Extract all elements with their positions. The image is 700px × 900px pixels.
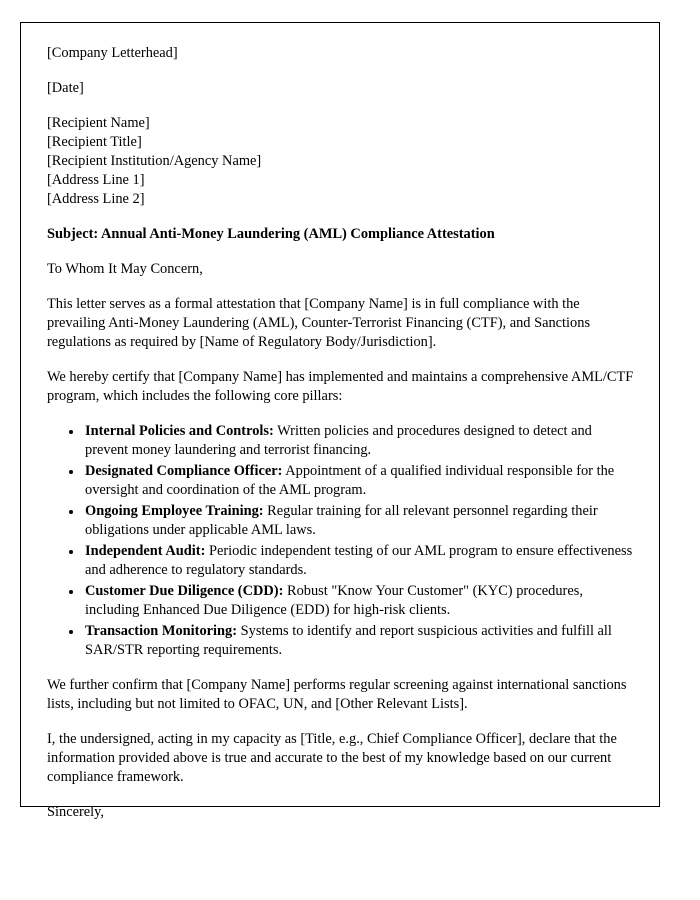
pillar-description: Robust "Know Your Customer" (KYC) procedures, including Enhanced Due Diligence (EDD) for high-risk clients. <box>85 583 583 619</box>
letter-closing: Sincerely, <box>47 804 105 821</box>
pillar-description: Periodic independent testing of our AML program to ensure effectiveness and adherence to regulatory standards. <box>85 543 633 579</box>
letter-paragraph-2: We hereby certify that [Company Name] has implemented and maintains a comprehensive AML/CTF program, which includes the following core pillars: <box>47 369 634 405</box>
recipient-title: [Recipient Title] <box>47 134 142 151</box>
pillar-term: Ongoing Employee Training: <box>85 503 264 520</box>
pillar-description: Systems to identify and report suspicious activities and fulfill all SAR/STR reporting requirements. <box>85 623 612 659</box>
pillar-description: Appointment of a qualified individual responsible for the oversight and coordination of the AML program. <box>85 463 615 499</box>
letter-date: [Date] <box>47 80 84 97</box>
recipient-name: [Recipient Name] <box>47 115 150 132</box>
letter-paragraph-1: This letter serves as a formal attestation that [Company Name] is in full compliance with the prevailing Anti-Money Laundering (AML), Counter-Terrorist Financing (CTF), and Sanctions regulations as required by [Name of Regulatory Body/Jurisdiction]. <box>47 296 591 351</box>
letter-paragraph-3: We further confirm that [Company Name] performs regular screening against international sanctions lists, including but not limited to OFAC, UN, and [Other Relevant Lists]. <box>47 677 627 713</box>
letter-paragraph-4: I, the undersigned, acting in my capacity as [Title, e.g., Chief Compliance Officer], declare that the information provided above is true and accurate to the best of my knowledge based on our current compliance framework. <box>47 731 617 786</box>
core-pillars-list <box>47 422 635 660</box>
recipient-address-line-2: [Address Line 2] <box>47 191 145 208</box>
list-item <box>83 422 635 460</box>
list-item <box>83 542 635 580</box>
list-item <box>83 622 635 660</box>
pillar-term: Customer Due Diligence (CDD): <box>85 583 284 600</box>
company-letterhead: [Company Letterhead] <box>47 45 178 61</box>
letter-salutation: To Whom It May Concern, <box>47 261 203 278</box>
pillar-term: Transaction Monitoring: <box>85 623 238 640</box>
recipient-address-block <box>47 114 635 209</box>
pillar-description: Written policies and procedures designed to detect and prevent money laundering and terrorist financing. <box>85 423 592 459</box>
pillar-term: Independent Audit: <box>85 543 206 560</box>
list-item <box>83 582 635 620</box>
letter-subject: Subject: Annual Anti-Money Laundering (AML) Compliance Attestation <box>47 226 495 243</box>
pillar-description: Regular training for all relevant personnel regarding their obligations under applicable AML laws. <box>85 503 598 539</box>
pillar-term: Designated Compliance Officer: <box>85 463 283 480</box>
list-item <box>83 502 635 540</box>
recipient-address-line-1: [Address Line 1] <box>47 172 145 189</box>
pillar-term: Internal Policies and Controls: <box>85 423 274 440</box>
recipient-institution: [Recipient Institution/Agency Name] <box>47 153 262 170</box>
letter-body <box>47 44 635 839</box>
list-item <box>83 462 635 500</box>
